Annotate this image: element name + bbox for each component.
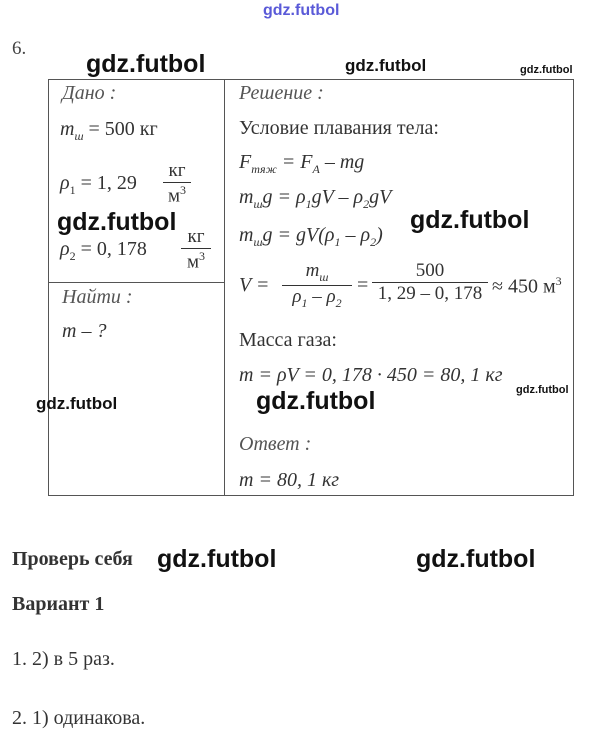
variant-title: Вариант 1: [12, 593, 105, 615]
rho1-unit-exp: 3: [180, 183, 187, 197]
eq3-c: – ρ: [340, 224, 371, 246]
eq2-b-sub: 1: [305, 197, 312, 211]
float-condition: Условие плавания тела:: [239, 117, 439, 139]
rho1-unit-denominator: [163, 183, 191, 207]
given-header: Дано :: [62, 82, 117, 104]
eq1-rest: = F: [276, 151, 313, 173]
rho2-unit-exp: 3: [199, 249, 206, 263]
eq2-c: gV – ρ: [311, 186, 364, 208]
fraction-denominator: [282, 286, 352, 311]
watermark: gdz.futbol: [516, 384, 569, 396]
problem-number: 6.: [12, 38, 27, 59]
rho2-unit: [181, 226, 211, 273]
frac1-num-sub: ш: [319, 269, 329, 284]
frac1-den-mid: – ρ: [307, 285, 336, 307]
equation-v: V =: [239, 274, 270, 296]
frac1-den-sub2: 2: [335, 295, 342, 310]
answer-item-2: 2. 1) одинакова.: [12, 707, 146, 729]
watermark: gdz.futbol: [256, 387, 376, 415]
eq1-sub: тяж: [251, 162, 277, 176]
volume-result-text: ≈ 450 м: [492, 275, 556, 298]
frac1-den-sub1: 1: [301, 295, 308, 310]
volume-result: [492, 274, 562, 299]
watermark: gdz.futbol: [86, 50, 206, 78]
eq3-c-sub: 2: [370, 235, 377, 249]
fraction-mass-over-density: [282, 260, 352, 311]
rho2-value: = 0, 178: [75, 238, 147, 260]
gas-mass-label: Масса газа:: [239, 329, 337, 351]
find-value: m – ?: [62, 320, 107, 342]
frac1-num: m: [305, 260, 320, 281]
equation-2: [239, 186, 391, 212]
rho2-unit-denominator: [181, 249, 211, 273]
watermark: gdz.futbol: [345, 56, 427, 75]
volume-result-exp: 3: [555, 274, 562, 288]
eq1-f: F: [239, 151, 252, 173]
table-divider-vertical: [224, 79, 225, 496]
eq1-tail: – mg: [319, 151, 365, 173]
equation-gas-mass: m = ρV = 0, 178 · 450 = 80, 1 кг: [239, 364, 503, 386]
answer-item-1: 1. 2) в 5 раз.: [12, 648, 115, 670]
rho2-subscript: 2: [69, 249, 76, 263]
eq1-sub2: A: [312, 162, 320, 176]
eq3-a-sub: ш: [253, 235, 263, 249]
watermark: gdz.futbol: [36, 394, 118, 413]
eq3-a: m: [239, 224, 254, 246]
given-rho2: [60, 238, 147, 264]
eq3-d: ): [376, 224, 383, 246]
solution-header: Решение :: [239, 82, 324, 104]
equation-forces: [239, 151, 364, 177]
check-yourself-title: Проверь себя: [12, 548, 133, 570]
eq3-b-sub: 1: [334, 235, 341, 249]
frac1-den: ρ: [292, 285, 302, 307]
mass-value: = 500 кг: [83, 118, 158, 140]
watermark: gdz.futbol: [57, 208, 177, 236]
frac2-den: 1, 29 – 0, 178: [377, 283, 483, 304]
eq2-b: g = ρ: [262, 186, 306, 208]
rho2-unit-den-text: м: [186, 251, 200, 273]
given-rho1: [60, 172, 137, 198]
fraction-numerator: [282, 260, 352, 285]
given-mass: [60, 118, 158, 144]
watermark-top: gdz.futbol: [263, 2, 340, 19]
rho1-unit-numerator: кг: [168, 160, 186, 181]
fraction-numeric: [372, 260, 488, 305]
eq2-a-sub: ш: [253, 197, 263, 211]
rho1-symbol: ρ: [60, 172, 70, 194]
equals-sign: =: [357, 274, 369, 296]
equation-3: [239, 224, 383, 250]
eq2-a: m: [239, 186, 254, 208]
answer-value: m = 80, 1 кг: [239, 469, 340, 491]
watermark: gdz.futbol: [416, 545, 536, 573]
watermark: gdz.futbol: [520, 64, 573, 76]
rho1-value: = 1, 29: [75, 172, 137, 194]
rho1-unit: [163, 160, 191, 207]
rho1-unit-den-text: м: [167, 185, 181, 207]
watermark: gdz.futbol: [410, 206, 530, 234]
rho2-symbol: ρ: [60, 238, 70, 260]
frac2-num: 500: [415, 260, 445, 281]
answer-header: Ответ :: [239, 433, 312, 455]
mass-symbol: m: [60, 118, 75, 140]
eq3-b: g = gV(ρ: [262, 224, 335, 246]
find-header: Найти :: [62, 286, 133, 308]
mass-subscript: ш: [74, 129, 84, 143]
eq2-d: gV: [369, 186, 392, 208]
rho2-unit-numerator: кг: [187, 226, 205, 247]
eq2-c-sub: 2: [363, 197, 370, 211]
watermark: gdz.futbol: [157, 545, 277, 573]
table-divider-horizontal: [48, 282, 225, 283]
rho1-subscript: 1: [69, 183, 76, 197]
